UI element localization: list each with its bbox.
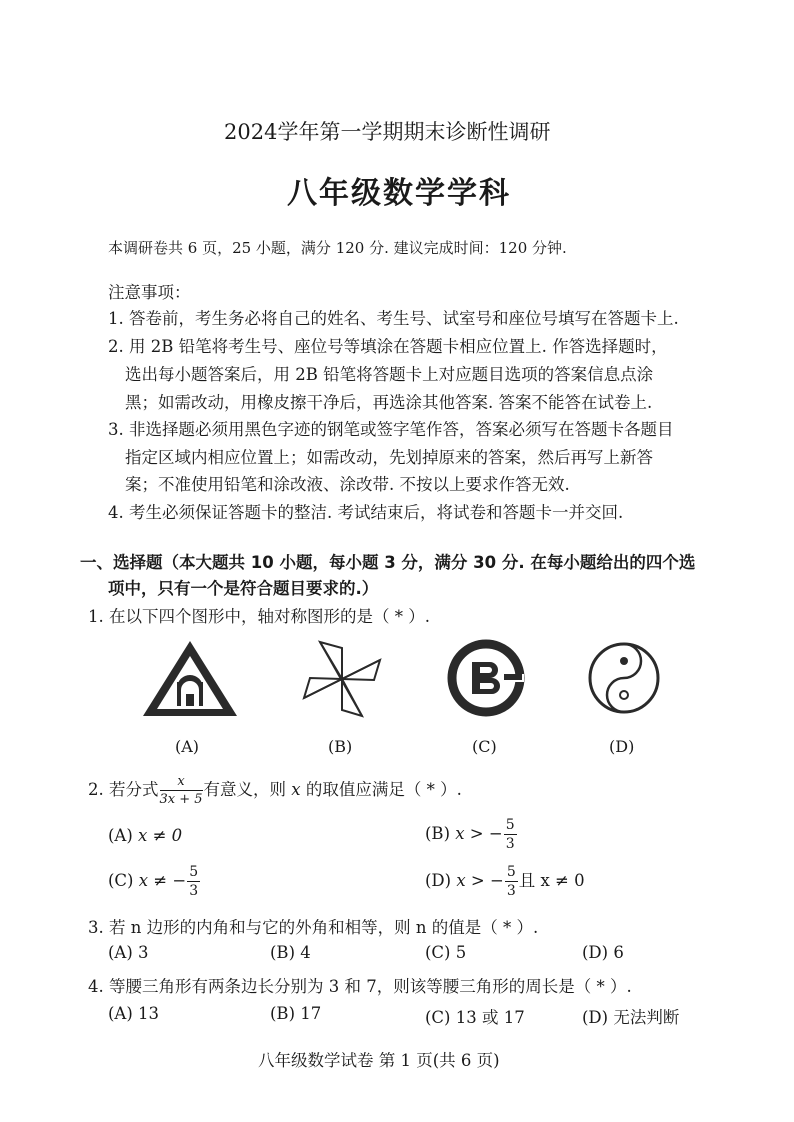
warning-triangle-tunnel-icon [140,638,240,720]
q2-suffix-pre: 有意义，则 [203,780,292,799]
option-letter: (A) [108,826,133,845]
q2-option-c [108,865,201,898]
notes-line: 指定区域内相应位置上；如需改动，先划掉原来的答案，然后再写上新答 [125,448,653,467]
q4-option-b: (B) 17 [270,1004,322,1023]
question-2-stem [88,775,462,806]
bank-logo-icon [446,638,526,718]
question-1-stem: 1. 在以下四个图形中，轴对称图形的是（ * ）. [88,607,430,626]
notes-line: 案；不准使用铅笔和涂改液、涂改带. 不按以上要求作答无效. [125,475,570,494]
option-fraction: $\frac{5}{3}$ [189,864,199,899]
section-heading: 一、选择题（本大题共 10 小题，每小题 3 分，满分 30 分. 在每小题给出的四个选 [80,553,696,572]
figure-label-d: (D) [609,737,635,756]
question-4-stem: 4. 等腰三角形有两条边长分别为 3 和 7，则该等腰三角形的周长是（ * ）. [88,977,632,996]
notes-line: 3. 非选择题必须用黑色字迹的钢笔或签字笔作答，答案必须写在答题卡各题目 [108,420,674,439]
exam-title: 2024学年第一学期期末诊断性调研 [224,120,551,144]
notes-line: 2. 用 2B 铅笔将考生号、座位号等填涂在答题卡相应位置上. 作答选择题时， [108,337,668,356]
q2-option-a [108,826,182,845]
q4-option-a: (A) 13 [108,1004,160,1023]
q2-option-d [425,865,585,898]
pinwheel-icon [300,638,384,720]
option-expr: x ≠ − [138,871,187,890]
notes-line: 4. 考生必须保证答题卡的整洁. 考试结束后，将试卷和答题卡一并交回. [108,503,624,522]
option-fraction: $\frac{5}{3}$ [505,817,515,852]
exam-intro: 本调研卷共 6 页，25 小题，满分 120 分. 建议完成时间：120 分钟. [108,239,567,257]
option-expr: x ≠ 0 [138,826,183,845]
option-expr: x > − [456,871,504,890]
subject-title: 八年级数学学科 [287,176,511,211]
option-tail: 且 x ≠ 0 [518,871,585,890]
question-3-stem: 3. 若 n 边形的内角和与它的外角和相等，则 n 的值是（ * ）. [88,918,539,937]
q3-option-a: (A) 3 [108,943,149,962]
section-heading-cont: 项中，只有一个是符合题目要求的.） [108,579,379,598]
notes-line: 选出每小题答案后，用 2B 铅笔将答题卡上对应题目选项的答案信息点涂 [125,365,654,384]
q3-option-b: (B) 4 [270,943,311,962]
q2-suffix-post: 的取值应满足（ * ）. [300,780,462,799]
figure-label-b: (B) [328,737,353,756]
q4-option-c: (C) 13 或 17 [425,1008,525,1027]
page-footer: 八年级数学试卷 第 1 页(共 6 页) [258,1051,500,1070]
q2-prefix: 2. 若分式 [88,780,159,799]
q3-option-c: (C) 5 [425,943,467,962]
q2-fraction [160,775,203,806]
q2-frac-denominator: 3x + 5 [159,792,203,807]
q2-option-b [425,818,518,851]
notes-line: 黑；如需改动，用橡皮擦干净后，再选涂其他答案. 答案不能答在试卷上. [125,393,653,412]
q4-option-d: (D) 无法判断 [582,1008,680,1027]
yin-yang-icon [584,638,664,718]
notes-line: 1. 答卷前，考生务必将自己的姓名、考生号、试室号和座位号填写在答题卡上. [108,309,679,328]
option-letter: (B) [425,824,450,843]
figure-label-a: (A) [175,737,200,756]
q2-frac-numerator: x [160,775,203,791]
q2-var: x [291,780,301,799]
option-letter: (D) [425,871,452,890]
option-letter: (C) [108,871,134,890]
q3-option-d: (D) 6 [582,943,624,962]
notes-heading: 注意事项： [108,283,191,302]
option-fraction: $\frac{5}{3}$ [506,864,516,899]
figure-label-c: (C) [472,737,497,756]
option-expr: x > − [455,824,503,843]
